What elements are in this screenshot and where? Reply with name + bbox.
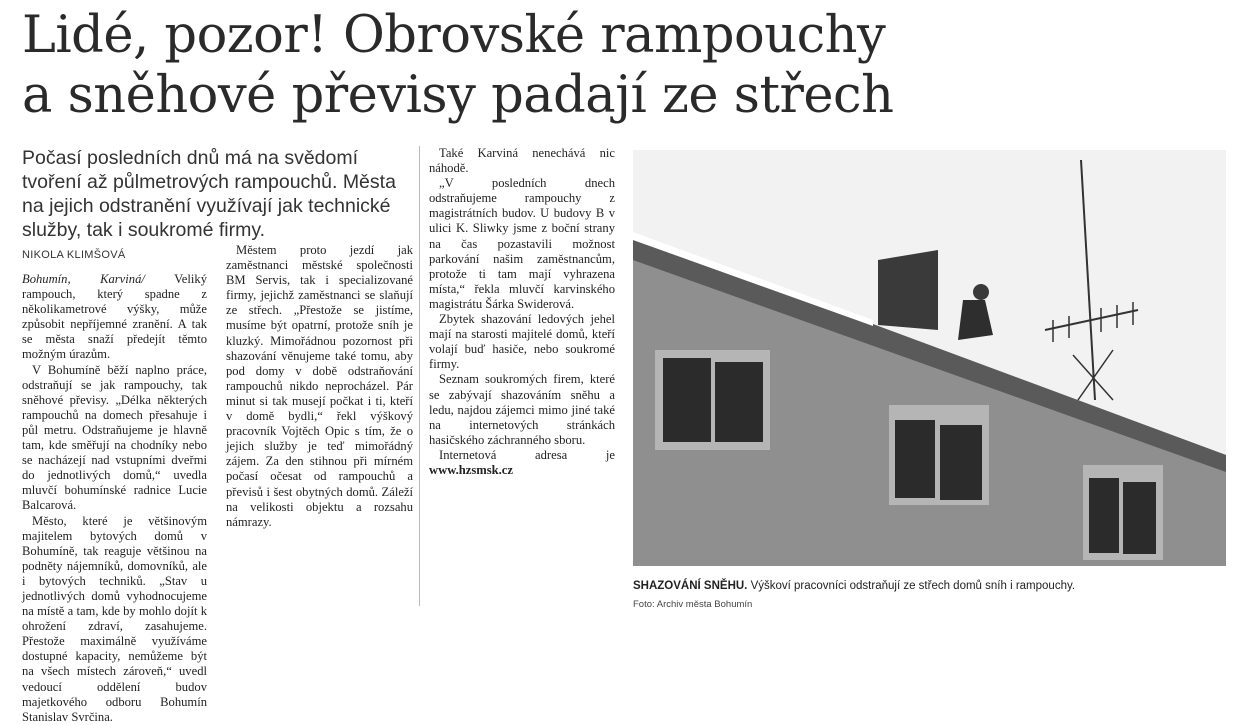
article-paragraph-6: „V posledních dnech odstraňujeme rampouchy z magistrátních budov. U budovy B v ulici K. Sliwky jsme z boční strany na čas pozastavili možnost parkování našim zaměstnancům, protože ti tam mají vyhrazena místa,“ řekla mluvčí karvinského magistrátu Šárka Swiderová. — [429, 176, 615, 311]
photo-window-2-pane-right — [940, 425, 982, 500]
photo-window-2-pane-left — [895, 420, 935, 498]
website-link[interactable]: www.hzsmsk.cz — [429, 462, 513, 477]
photo-window-3-pane-left — [1089, 478, 1119, 553]
article-paragraph-1 — [22, 272, 207, 363]
article-paragraph-8: Seznam soukromých firem, které se zabývají shazováním sněhu a ledu, najdou zájemci mimo jiné také na internetových stránkách hasičského záchranného sboru. — [429, 372, 615, 447]
caption-text: Výškoví pracovníci odstraňují ze střech domů sníh i rampouchy. — [747, 580, 1076, 592]
photo-worker-head — [973, 284, 989, 300]
article-paragraph-4: Městem proto jezdí jak zaměstnanci městské společnosti BM Servis, tak i specializované firmy, jejichž zaměstnanci se slaňují ze střech. „Přestože se jistíme, musíme být opatrní, protože sníh je kluzký. Mimořádnou pozornost při shazování věnujeme také tomu, aby pod domy v době odstraňování rampouchů nikdo neprocházel. Pár minut si tak musejí počkat i ti, kteří v domě bydli,“ řekl výškový pracovník Vojtěch Opic s tím, že o jejich služby je teď mimořádný zájem. Za den stihnou při mírném počasí očesat od rampouchů a převisů i šest obytných domů. Záleží na velikosti objektu a rozsahu námrazy. — [226, 243, 413, 529]
photo-credit: Foto: Archiv města Bohumín — [633, 599, 753, 610]
photo-chimney — [878, 250, 938, 330]
article-paragraph-2: V Bohumíně běží naplno práce, odstraňují se jak rampouchy, tak sněhové převisy. „Délka některých rampouchů na domech přesahuje i půl metru. Odstraňujeme je hlavně tam, kde směřují na chodníky nebo se nacházejí nad vstupními dveřmi do jednotlivých domů,“ uvedla mluvčí bohumínské radnice Lucie Balcarová. — [22, 362, 207, 513]
article-paragraph-5: Také Karviná nenechává nic náhodě. — [429, 146, 615, 176]
article-column-2 — [226, 243, 413, 618]
headline-line-2: a sněhové převisy padají ze střech — [22, 66, 894, 125]
byline: NIKOLA KLIMŠOVÁ — [22, 249, 126, 261]
article-column-3 — [429, 146, 615, 618]
headline-line-1: Lidé, pozor! Obrovské rampouchy — [22, 6, 886, 65]
photo-window-3-pane-right — [1123, 482, 1156, 554]
article-paragraph-3: Město, které je většinovým majitelem bytových domů v Bohumíně, tak reaguje většinou na podněty nájemníků, domovníků, ale i bytových techniků. „Stav u jednotlivých domů vyhodnocujeme na místě a tam, kde by mohlo dojít k ohrožení zdraví, zasahujeme. Přestože maximálně využíváme dostupné kapacity, nemůžeme být na všech místech zároveň,“ uvedl vedoucí oddělení budov majetkového odboru Bohumín Stanislav Svrčina. — [22, 513, 207, 724]
article-column-1 — [22, 272, 207, 724]
article-paragraph-7: Zbytek shazování ledových jehel mají na starosti majitelé domů, kteří volají buď hasiče, nebo soukromé firmy. — [429, 312, 615, 372]
article-photo — [633, 150, 1226, 566]
photo-window-1-pane-right — [715, 362, 763, 442]
photo-window-1-pane-left — [663, 358, 711, 442]
paragraph-1-text: Veliký rampouch, který spadne z několikametrové výšky, může způsobit nepříjemné zranění. A tak se města snaží předejít těmto možným úrazům. — [22, 272, 207, 362]
dateline: Bohumín, Karviná/ — [22, 272, 145, 286]
article-paragraph-9 — [429, 448, 615, 478]
caption-kicker: SHAZOVÁNÍ SNĚHU. — [633, 580, 748, 592]
column-divider — [419, 146, 420, 606]
paragraph-9-text: Internetová adresa je — [439, 447, 615, 462]
photo-illustration — [633, 150, 1226, 566]
headline — [22, 6, 1022, 126]
lead-paragraph: Počasí posledních dnů má na svědomí tvoření až půlmetrových rampouchů. Města na jejich odstranění využívají jak technické služby, tak i soukromé firmy. — [22, 147, 396, 241]
photo-caption — [633, 580, 1226, 592]
